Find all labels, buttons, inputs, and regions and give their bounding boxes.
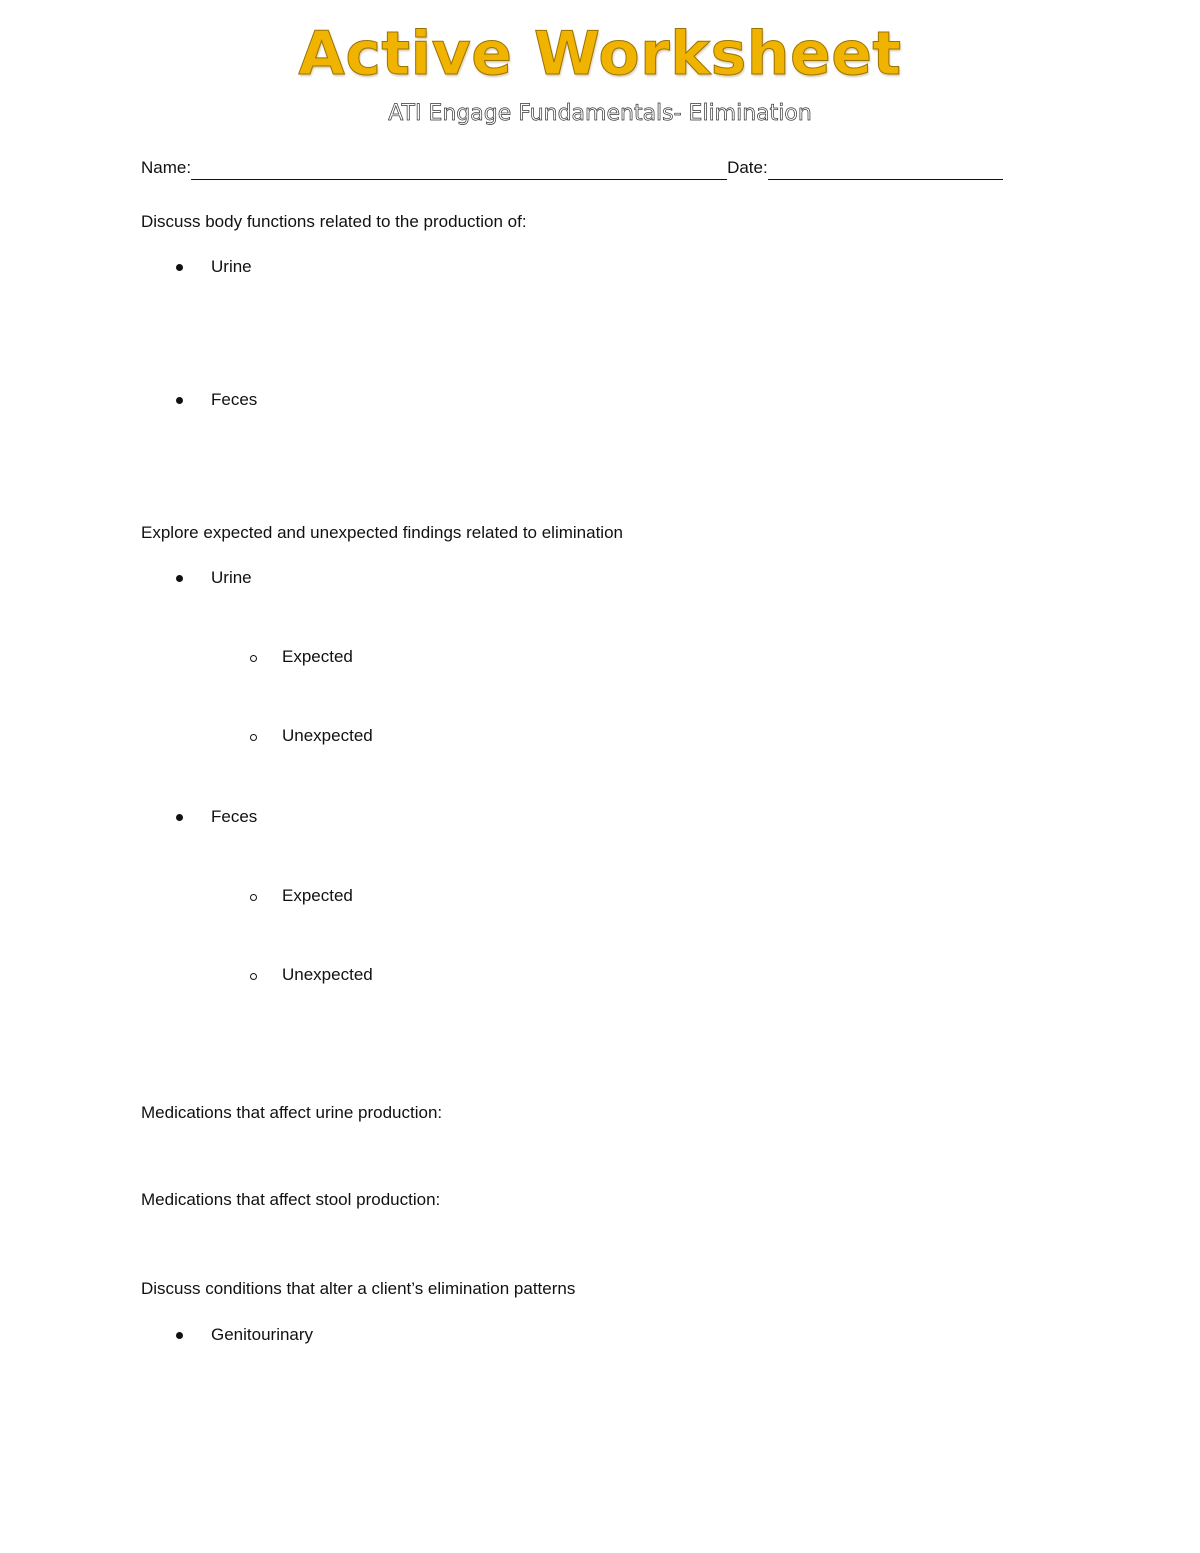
sub-item-feces-unexpected: Unexpected xyxy=(282,965,373,984)
list-item-urine-findings: Urine xyxy=(211,568,252,587)
sub-item-urine-expected: Expected xyxy=(282,647,353,666)
section-heading-body-functions: Discuss body functions related to the production of: xyxy=(141,212,527,231)
bullet-icon xyxy=(176,575,183,582)
bullet-icon xyxy=(176,814,183,821)
hollow-bullet-icon xyxy=(250,655,257,662)
section-heading-stool-meds: Medications that affect stool production: xyxy=(141,1190,441,1209)
name-label: Name: xyxy=(141,158,192,177)
list-item-genitourinary: Genitourinary xyxy=(211,1325,314,1344)
bullet-icon xyxy=(176,397,183,404)
list-item-urine: Urine xyxy=(211,257,252,276)
list-item-feces-findings: Feces xyxy=(211,807,258,826)
bullet-icon xyxy=(176,1332,183,1339)
worksheet-title: Active Worksheet xyxy=(298,19,902,89)
worksheet-subtitle: ATI Engage Fundamentals- Elimination xyxy=(388,101,812,126)
list-item-feces: Feces xyxy=(211,390,258,409)
hollow-bullet-icon xyxy=(250,894,257,901)
hollow-bullet-icon xyxy=(250,973,257,980)
section-heading-urine-meds: Medications that affect urine production: xyxy=(141,1103,443,1122)
name-field-line[interactable] xyxy=(191,161,727,180)
section-heading-conditions: Discuss conditions that alter a client’s elimination patterns xyxy=(141,1279,576,1298)
section-heading-findings: Explore expected and unexpected findings related to elimination xyxy=(141,523,623,542)
sub-item-urine-unexpected: Unexpected xyxy=(282,726,373,745)
sub-item-feces-expected: Expected xyxy=(282,886,353,905)
bullet-icon xyxy=(176,264,183,271)
date-label: Date: xyxy=(727,158,768,177)
date-field-line[interactable] xyxy=(768,161,1003,180)
name-date-row xyxy=(141,156,1003,180)
hollow-bullet-icon xyxy=(250,734,257,741)
